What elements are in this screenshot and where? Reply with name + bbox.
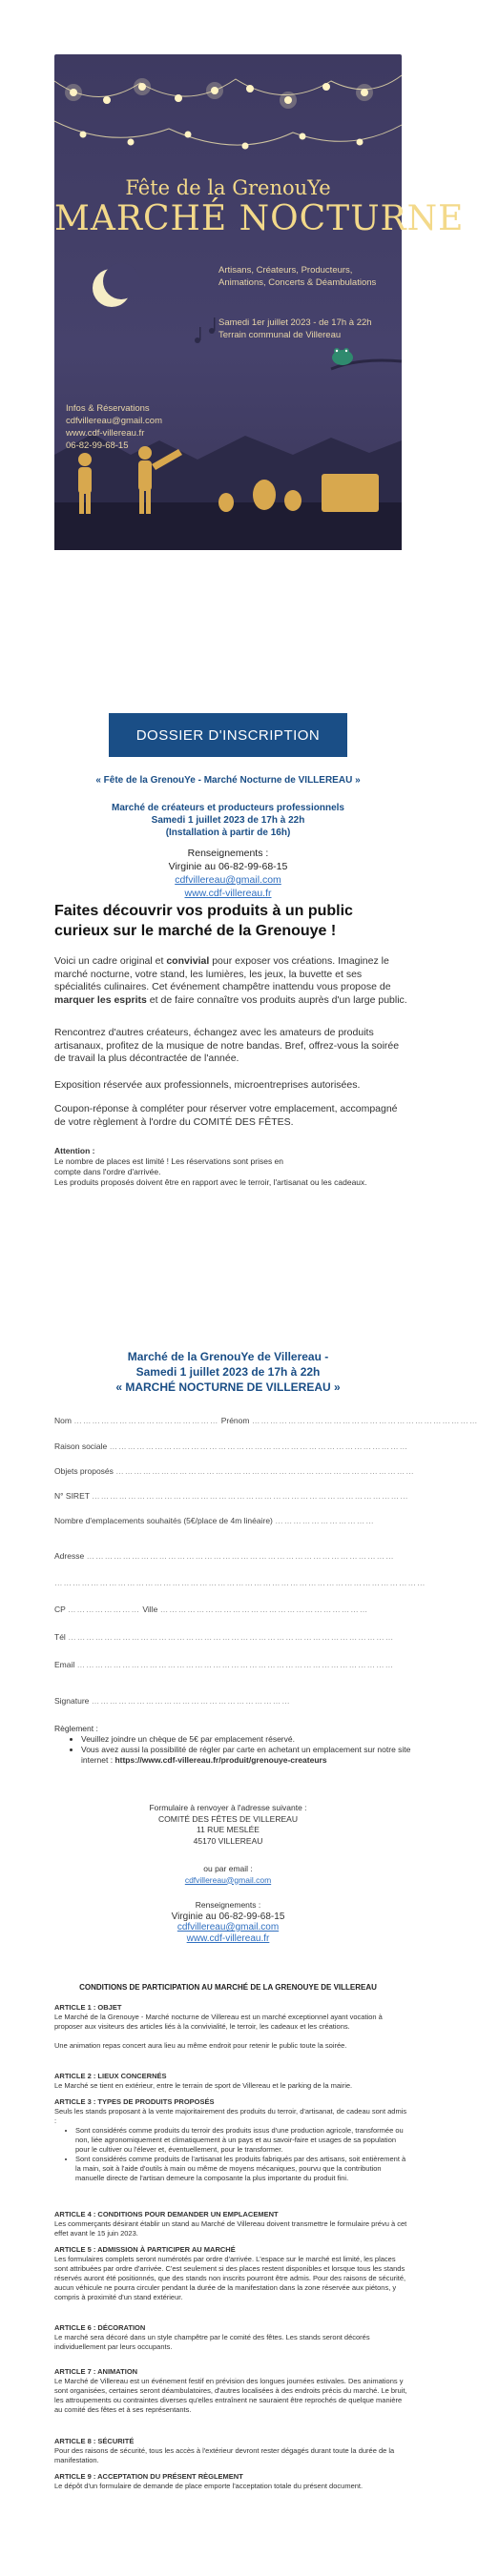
paragraph-coupon: Coupon-réponse à compléter pour réserver votre emplacement, accompagné de votre règlement à l'ordre du COMITÉ DES FÊTES. bbox=[54, 1103, 398, 1128]
contact-phone: Virginie au 06-82-99-68-15 bbox=[168, 861, 288, 872]
article-heading: ARTICLE 8 : SÉCURITÉ bbox=[54, 2437, 135, 2445]
article-heading: ARTICLE 6 : DÉCORATION bbox=[54, 2323, 146, 2332]
article-2 bbox=[54, 2072, 407, 2091]
field-adresse[interactable]: Adresse ………………………………………………………………………………………… bbox=[54, 1551, 395, 1561]
article-text: Le Marché de la Grenouye - Marché nocturne de Villereau est un marché exceptionnel ayant vocation à proposer aux visiteurs des articles liés à la convivialité, le terroir, les cadeaux et les créations. bbox=[54, 2013, 383, 2031]
email-alt-link[interactable]: cdfvillereau@gmail.com bbox=[184, 1874, 272, 1885]
payment-item-text: Vous avez aussi la possibilité de régler par carte en achetant un emplacement sur notre site internet : bbox=[81, 1745, 411, 1765]
article-9 bbox=[54, 2472, 407, 2491]
field-label: Signature bbox=[54, 1696, 90, 1706]
article-5 bbox=[54, 2245, 407, 2302]
poster-title-line1: Fête de la GrenouYe bbox=[125, 176, 331, 199]
registration-button[interactable]: DOSSIER D'INSCRIPTION bbox=[109, 713, 347, 757]
field-label: N° SIRET bbox=[54, 1491, 90, 1501]
address-line: 45170 VILLEREAU bbox=[193, 1835, 263, 1846]
event-description-line: Samedi 1 juillet 2023 de 17h à 22h bbox=[151, 815, 305, 826]
article-heading: ARTICLE 1 : OBJET bbox=[54, 2003, 122, 2012]
event-name: « Fête de la GrenouYe - Marché Nocturne de VILLEREAU » bbox=[95, 775, 361, 786]
event-description-line: Marché de créateurs et producteurs professionnels bbox=[112, 803, 344, 813]
field-label: Nom bbox=[54, 1416, 72, 1425]
article-text: Les formulaires complets seront numérotés par ordre d'arrivée. L'espace sur le marché est limité, les places sont attribuées par ordre d'arrivée. C'est seulement si des places restent disponibles et lorsque tous les stands réservés auront été positionnés, que des stands non inscrits pourront être admis. Pour des raisons de sécurité, aucun véhicule ne pourra circuler pendant la durée de la manifestation dans la zone réservée aux piétons, y compris à proximité d'un stand extérieur. bbox=[54, 2255, 406, 2301]
article-text: Le marché sera décoré dans un style champêtre par le comité des fêtes. Les stands seront décorés individuellement par leurs occupants. bbox=[54, 2333, 370, 2351]
article-4 bbox=[54, 2210, 407, 2239]
article-list-item: • Sont considérés comme produits de l'artisanat les produits fabriqués par des artisans, soit entièrement à la main, soit à l'aide d'outils à main ou même de moyens mécaniques, pourvu que la contribution manuelle directe de l'artisan demeure la composante la plus importante du produit fini. bbox=[75, 2155, 407, 2183]
text-run: et de faire connaître vos produits auprès d'un large public. bbox=[146, 993, 407, 1006]
attention-line: compte dans l'ordre d'arrivée. bbox=[54, 1167, 161, 1176]
poster-contacts bbox=[66, 402, 190, 452]
field-label: Adresse bbox=[54, 1551, 85, 1561]
paragraph-meet: Rencontrez d'autres créateurs, échangez avec les amateurs de produits artisanaux, profitez de la musique de notre bandas. Bref, offrez-vous la soirée de travail la plus décontractée de l'année. bbox=[54, 1027, 400, 1064]
address-intro: Formulaire à renvoyer à l'adresse suivante : bbox=[149, 1803, 307, 1812]
field-label: Prénom bbox=[220, 1416, 250, 1425]
field-label: Tél bbox=[54, 1632, 66, 1642]
article-7 bbox=[54, 2367, 407, 2415]
field-signature[interactable]: Signature ………………………………………………………… bbox=[54, 1696, 291, 1706]
poster-subtitle bbox=[218, 264, 390, 289]
contact-website-link[interactable]: www.cdf-villereau.fr bbox=[186, 1932, 270, 1944]
payment-label: Règlement : bbox=[54, 1724, 98, 1733]
field-email[interactable]: Email …………………………………………………………………………………………… bbox=[54, 1660, 395, 1669]
poster-date-line: Samedi 1er juillet 2023 - de 17h à 22h bbox=[218, 317, 372, 328]
article-heading: ARTICLE 3 : TYPES DE PRODUITS PROPOSÉS bbox=[54, 2097, 215, 2106]
form-title-line: Marché de la GrenouYe de Villereau - bbox=[127, 1350, 329, 1363]
mailing-address bbox=[0, 1803, 456, 1847]
conditions-title: CONDITIONS DE PARTICIPATION AU MARCHÉ DE LA GRENOUYE DE VILLEREAU bbox=[79, 1983, 377, 1992]
contact-email-link[interactable]: cdfvillereau@gmail.com bbox=[177, 1922, 280, 1932]
field-raison-sociale[interactable]: Raison sociale ……………………………………………………………………………………… bbox=[54, 1441, 409, 1451]
section-headline: Faites découvrir vos produits à un public curieux sur le marché de la Grenouye ! bbox=[54, 903, 353, 939]
article-list-item: • Sont considérés comme produits du terroir des produits issus d'une production agricole, transformée ou non, liée agronomiquement et climatiquement à un pays et au savoir-faire et usages de sa population pour le cultiver ou l'élever et, éventuellement, pour le transformer. bbox=[75, 2126, 407, 2155]
article-3 bbox=[54, 2097, 407, 2183]
article-6 bbox=[54, 2323, 407, 2352]
article-text: Une animation repas concert aura lieu au même endroit pour retenir le public toute la soirée. bbox=[54, 2041, 347, 2050]
field-adresse-line2[interactable]: …………………………………………………………………………………………………………… bbox=[54, 1578, 426, 1587]
field-cp-ville[interactable]: CP …………………… Ville …………………………………………………………… bbox=[54, 1605, 369, 1614]
contact-info bbox=[0, 847, 456, 900]
poster-illustration bbox=[54, 54, 465, 550]
field-emplacements[interactable]: Nombre d'emplacements souhaités (5€/place de 4m linéaire) …………………………… bbox=[54, 1516, 375, 1525]
article-text: Le dépôt d'un formulaire de demande de place emporte l'acceptation totale du présent document. bbox=[54, 2482, 364, 2490]
article-text: Le Marché se tient en extérieur, entre le terrain de sport de Villereau et le parking de la mairie. bbox=[54, 2081, 353, 2090]
form-title-line: Samedi 1 juillet 2023 de 17h à 22h bbox=[135, 1365, 321, 1379]
article-text: Pour des raisons de sécurité, tous les accès à l'extérieur devront rester dégagés durant toute la durée de la manifestation. bbox=[54, 2446, 395, 2464]
article-heading: ARTICLE 7 : ANIMATION bbox=[54, 2367, 138, 2376]
field-nom-prenom[interactable]: Nom ………………………………………… Prénom ………………………………………………………………… bbox=[54, 1416, 478, 1425]
paragraph-intro bbox=[54, 955, 407, 1007]
article-heading: ARTICLE 4 : CONDITIONS POUR DEMANDER UN EMPLACEMENT bbox=[54, 2210, 279, 2218]
text-run: pour exposer vos créations. Imaginez le marché nocturne, votre stand, les lumières, les jeux, la buvette et ses spécialités culinaires. Cet événement champêtre inattendu vous propose de bbox=[54, 955, 391, 992]
text-run: Voici un cadre original et bbox=[54, 955, 167, 967]
attention-note bbox=[54, 1146, 407, 1188]
article-3-list bbox=[54, 2126, 407, 2183]
payment-list bbox=[54, 1734, 417, 1766]
poster-contact-line: Infos & Réservations bbox=[66, 403, 150, 414]
poster-subtitle-line: Artisans, Créateurs, Producteurs, bbox=[218, 265, 353, 276]
article-text: Les commerçants désirant établir un stand au Marché de Villereau doivent transmettre le formulaire prévu à cet effet avant le 15 juin 2023. bbox=[54, 2219, 407, 2238]
event-description bbox=[0, 802, 456, 839]
email-alt-label: ou par email : bbox=[203, 1864, 253, 1873]
contact-email-link[interactable]: cdfvillereau@gmail.com bbox=[175, 874, 281, 886]
field-label: Raison sociale bbox=[54, 1441, 108, 1451]
contact-info-2 bbox=[0, 1900, 456, 1944]
article-text: Seuls les stands proposant à la vente majoritairement des produits du terroir, d'artisanat, de cadeau sont admis : bbox=[54, 2107, 407, 2125]
contact-phone: Virginie au 06-82-99-68-15 bbox=[171, 1911, 285, 1922]
paragraph-professionals: Exposition réservée aux professionnels, microentreprises autorisées. bbox=[54, 1079, 361, 1091]
attention-label: Attention : bbox=[54, 1146, 95, 1155]
poster-contact-line: cdfvillereau@gmail.com bbox=[66, 416, 162, 426]
article-8 bbox=[54, 2437, 407, 2465]
field-tel[interactable]: Tél ……………………………………………………………………………………………… bbox=[54, 1632, 395, 1642]
article-heading: ARTICLE 2 : LIEUX CONCERNÉS bbox=[54, 2072, 167, 2080]
address-line: 11 RUE MESLÉE bbox=[197, 1825, 260, 1834]
payment-item bbox=[81, 1745, 417, 1766]
text-bold: marquer les esprits bbox=[54, 993, 147, 1006]
poster-title-line2: MARCHÉ NOCTURNE bbox=[54, 199, 465, 238]
article-text: Le Marché de Villereau est un événement festif en prévision des longues journées estivales. Des animations y sont organisées, certaines seront déambulatoires, d'autres localisées à des endroits précis du marché. Le bruit, les attroupements ou contraintes diverses qu'elles entraînent ne sauraient être reprochés de quelque manière au comité des fêtes et à ses représentants. bbox=[54, 2377, 407, 2414]
contact-label: Renseignements : bbox=[187, 848, 269, 859]
article-1 bbox=[54, 2003, 407, 2051]
payment-section bbox=[54, 1724, 417, 1766]
form-title-line: « MARCHÉ NOCTURNE DE VILLEREAU » bbox=[115, 1380, 341, 1394]
contact-label: Renseignements : bbox=[195, 1900, 261, 1910]
event-poster bbox=[54, 54, 465, 550]
field-label: Ville bbox=[142, 1605, 158, 1614]
payment-item: • Veuillez joindre un chèque de 5€ par emplacement réservé. bbox=[81, 1734, 417, 1745]
field-label: Objets proposés bbox=[54, 1466, 114, 1476]
field-objets[interactable]: Objets proposés ……………………………………………………………………………………… bbox=[54, 1466, 415, 1476]
article-heading: ARTICLE 5 : ADMISSION À PARTICIPER AU MARCHÉ bbox=[54, 2245, 236, 2254]
field-siret[interactable]: N° SIRET …………………………………………………………………………………………… bbox=[54, 1491, 409, 1501]
field-label: Nombre d'emplacements souhaités (5€/place de 4m linéaire) bbox=[54, 1516, 273, 1525]
payment-url-link[interactable]: https://www.cdf-villereau.fr/produit/grenouye-createurs bbox=[114, 1755, 327, 1765]
email-alternative bbox=[0, 1864, 456, 1886]
form-title bbox=[0, 1349, 456, 1395]
text-bold: convivial bbox=[166, 955, 210, 967]
poster-contact-line: 06-82-99-68-15 bbox=[66, 440, 129, 451]
attention-line: Le nombre de places est limité ! Les réservations sont prises en bbox=[54, 1156, 284, 1166]
attention-line: Les produits proposés doivent être en rapport avec le terroir, l'artisanat ou les cadeaux. bbox=[54, 1177, 367, 1187]
article-heading: ARTICLE 9 : ACCEPTATION DU PRÉSENT RÈGLEMENT bbox=[54, 2472, 243, 2481]
poster-subtitle-line: Animations, Concerts & Déambulations bbox=[218, 277, 377, 288]
poster-date bbox=[218, 317, 400, 341]
poster-date-line: Terrain communal de Villereau bbox=[218, 330, 342, 340]
contact-website-link[interactable]: www.cdf-villereau.fr bbox=[184, 888, 272, 899]
poster-contact-line: www.cdf-villereau.fr bbox=[66, 428, 145, 439]
address-line: COMITÉ DES FÊTES DE VILLEREAU bbox=[158, 1813, 298, 1824]
event-description-line: (Installation à partir de 16h) bbox=[165, 828, 291, 838]
field-label: Email bbox=[54, 1660, 75, 1669]
field-label: CP bbox=[54, 1605, 66, 1614]
